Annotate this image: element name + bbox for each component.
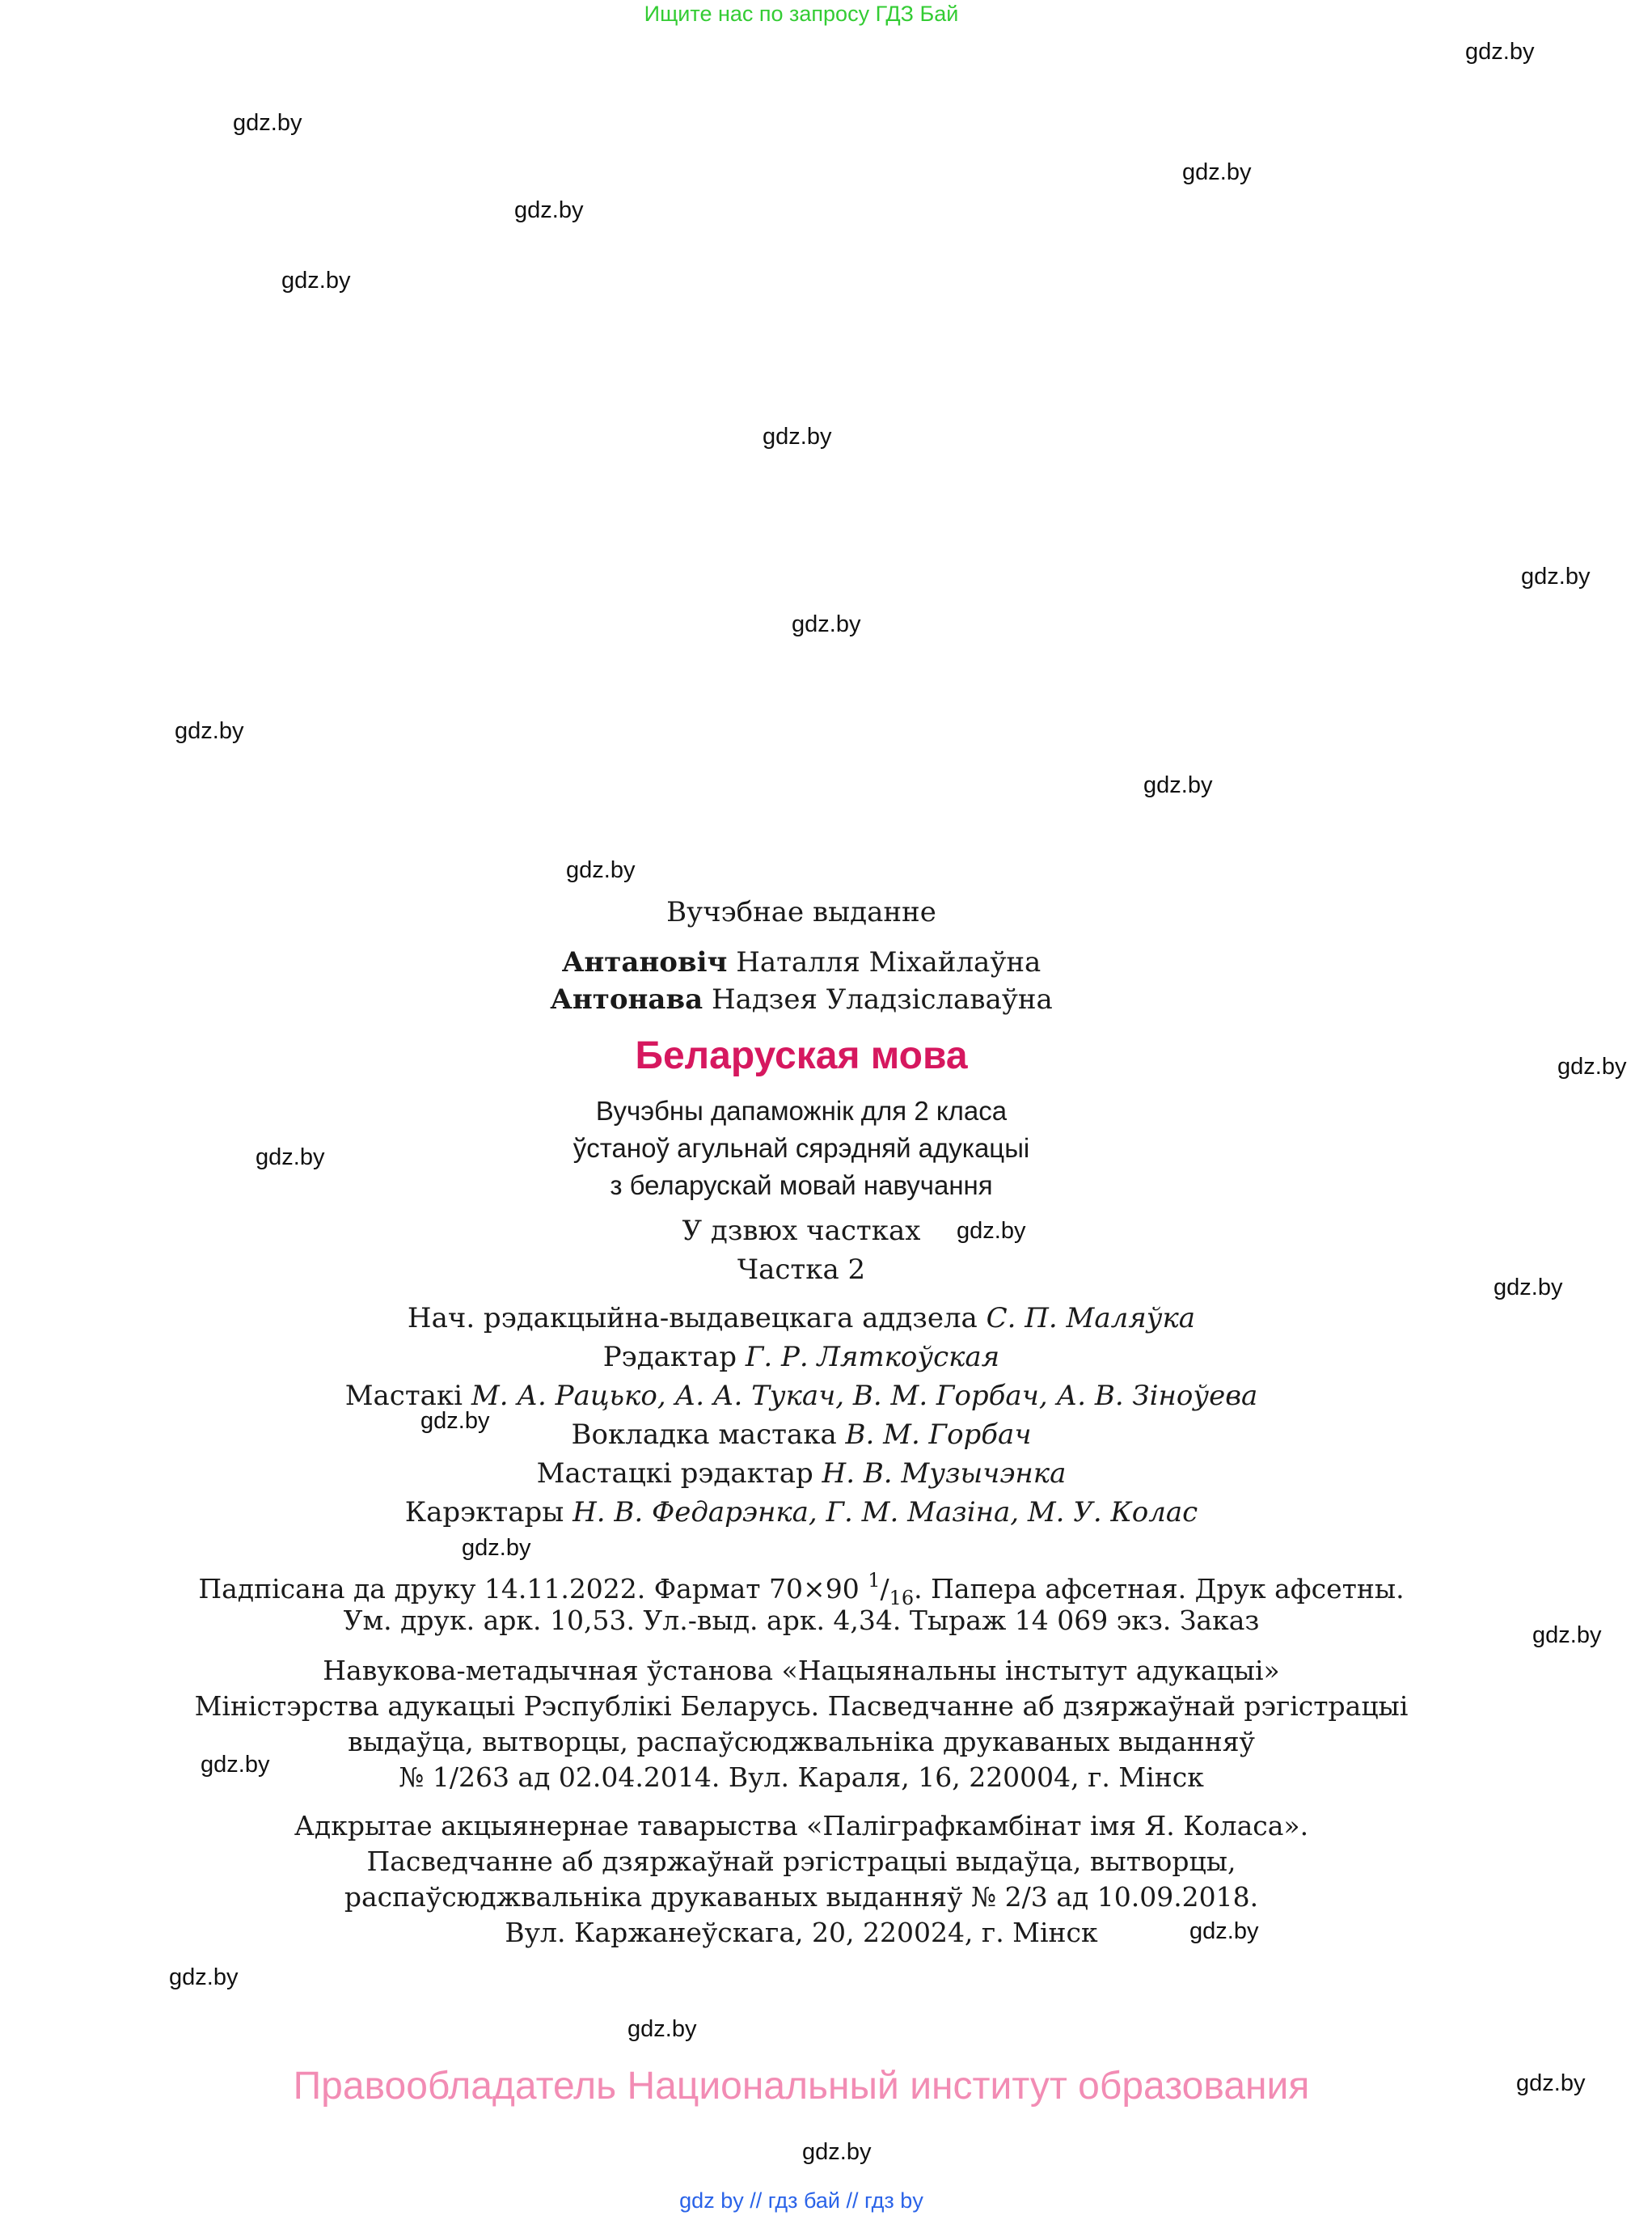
credit-line	[0, 1380, 1603, 1412]
watermark: gdz.by	[1465, 39, 1535, 65]
credit-role: Вокладка мастака	[571, 1419, 837, 1451]
author-line	[0, 946, 1603, 979]
credit-names: С. П. Маляўка	[986, 1302, 1196, 1334]
watermark: gdz.by	[420, 1408, 490, 1434]
description-line: з беларускай мовай навучання	[610, 1170, 993, 1200]
parts-label: У дзвюх частках	[682, 1215, 921, 1247]
watermark: gdz.by	[256, 1144, 325, 1170]
watermark: gdz.by	[1557, 1054, 1627, 1080]
rights-holder: Правообладатель Национальный институт образования	[293, 2065, 1310, 2108]
edition-type: Вучэбнае выданне	[666, 896, 936, 928]
credit-names: М. А. Рацько, А. А. Тукач, В. М. Горбач, А. В. Зіноўева	[471, 1380, 1258, 1412]
watermark: gdz.by	[1516, 2070, 1586, 2096]
watermark: gdz.by	[514, 197, 584, 223]
print-info-line	[0, 1569, 1603, 1609]
description-line: ўстаноў агульнай сярэдняй адукацыі	[572, 1133, 1030, 1163]
credit-line	[0, 1419, 1603, 1451]
publisher-line: выдаўца, вытворцы, распаўсюджвальніка друкаваных выданняў	[348, 1726, 1255, 1757]
footer-links	[0, 2188, 1603, 2213]
printer-line: Адкрытае акцыянернае таварыства «Паліграфкамбінат імя Я. Коласа».	[294, 1810, 1309, 1841]
part-label: Частка 2	[737, 1254, 866, 1286]
printer-line: Вул. Каржанеўскага, 20, 220024, г. Мінск	[505, 1917, 1098, 1948]
watermark: gdz.by	[1143, 772, 1213, 798]
watermark: gdz.by	[233, 110, 302, 136]
author-name: Наталля Міхайлаўна	[736, 946, 1041, 979]
author-line	[0, 983, 1603, 1016]
credit-names: Н. В. Федарэнка, Г. М. Мазіна, М. У. Колас	[572, 1496, 1198, 1528]
description-line: Вучэбны дапаможнік для 2 класа	[595, 1096, 1008, 1126]
author-name: Надзея Уладзіславаўна	[711, 983, 1053, 1016]
watermark: gdz.by	[1494, 1275, 1563, 1300]
print-info-line: Ум. друк. арк. 10,53. Ул.-выд. арк. 4,34. Тыраж 14 069 экз. Заказ	[343, 1605, 1260, 1636]
credit-names: В. М. Горбач	[845, 1419, 1032, 1451]
watermark: gdz.by	[1182, 159, 1252, 185]
print-info-text: Падпісана да друку 14.11.2022. Фармат 70×90	[198, 1573, 860, 1605]
watermark: gdz.by	[175, 718, 244, 744]
footer-separator: //	[846, 2188, 859, 2213]
footer-separator: //	[750, 2188, 763, 2213]
credit-line	[0, 1341, 1603, 1373]
credit-role: Мастакі	[344, 1380, 463, 1412]
format-fraction-numerator: 1	[868, 1569, 881, 1592]
credit-role: Мастацкі рэдактар	[536, 1457, 813, 1490]
watermark: gdz.by	[1189, 1918, 1259, 1944]
watermark: gdz.by	[763, 424, 832, 450]
credit-role: Рэдактар	[602, 1341, 737, 1373]
publisher-line: № 1/263 ад 02.04.2014. Вул. Караля, 16, 220004, г. Мінск	[399, 1761, 1204, 1793]
credit-line	[0, 1496, 1603, 1528]
footer-link[interactable]: гдз by	[864, 2188, 923, 2213]
footer-link[interactable]: гдз бай	[767, 2188, 840, 2213]
publisher-line: Міністэрства адукацыі Рэспублікі Беларусь. Пасведчанне аб дзяржаўнай рэгістрацыі	[194, 1690, 1409, 1722]
watermark: gdz.by	[627, 2016, 697, 2042]
printer-line: распаўсюджвальніка друкаваных выданняў № 2/3 ад 10.09.2018.	[344, 1881, 1259, 1913]
credit-role: Нач. рэдакцыйна-выдавецкага аддзела	[407, 1302, 978, 1334]
watermark: gdz.by	[201, 1752, 270, 1778]
watermark: gdz.by	[169, 1964, 239, 1990]
credit-role: Карэктары	[404, 1496, 564, 1528]
credit-names: Г. Р. Ляткоўская	[745, 1341, 1000, 1373]
format-fraction-separator: /	[880, 1573, 889, 1605]
print-info-text: . Папера афсетная. Друк афсетны.	[914, 1573, 1405, 1605]
watermark: gdz.by	[281, 268, 351, 294]
watermark: gdz.by	[1521, 564, 1591, 590]
credit-names: Н. В. Музычэнка	[822, 1457, 1067, 1490]
watermark: gdz.by	[566, 857, 636, 883]
printer-line: Пасведчанне аб дзяржаўнай рэгістрацыі выдаўца, вытворцы,	[366, 1846, 1236, 1877]
footer-link[interactable]: gdz by	[679, 2188, 744, 2213]
author-surname: Антановіч	[561, 946, 728, 979]
credit-line	[0, 1302, 1603, 1334]
watermark: gdz.by	[792, 611, 861, 637]
author-surname: Антонава	[550, 983, 703, 1016]
watermark: gdz.by	[462, 1535, 531, 1561]
format-fraction-denominator: 16	[889, 1587, 915, 1609]
credit-line	[0, 1457, 1603, 1490]
watermark: gdz.by	[957, 1218, 1026, 1244]
top-banner: Ищите нас по запросу ГДЗ Бай	[644, 2, 959, 26]
book-title: Беларуская мова	[635, 1034, 968, 1077]
publisher-line: Навукова-метадычная ўстанова «Нацыянальны інстытут адукацыі»	[323, 1655, 1280, 1686]
watermark: gdz.by	[1532, 1622, 1602, 1648]
watermark: gdz.by	[802, 2139, 872, 2165]
